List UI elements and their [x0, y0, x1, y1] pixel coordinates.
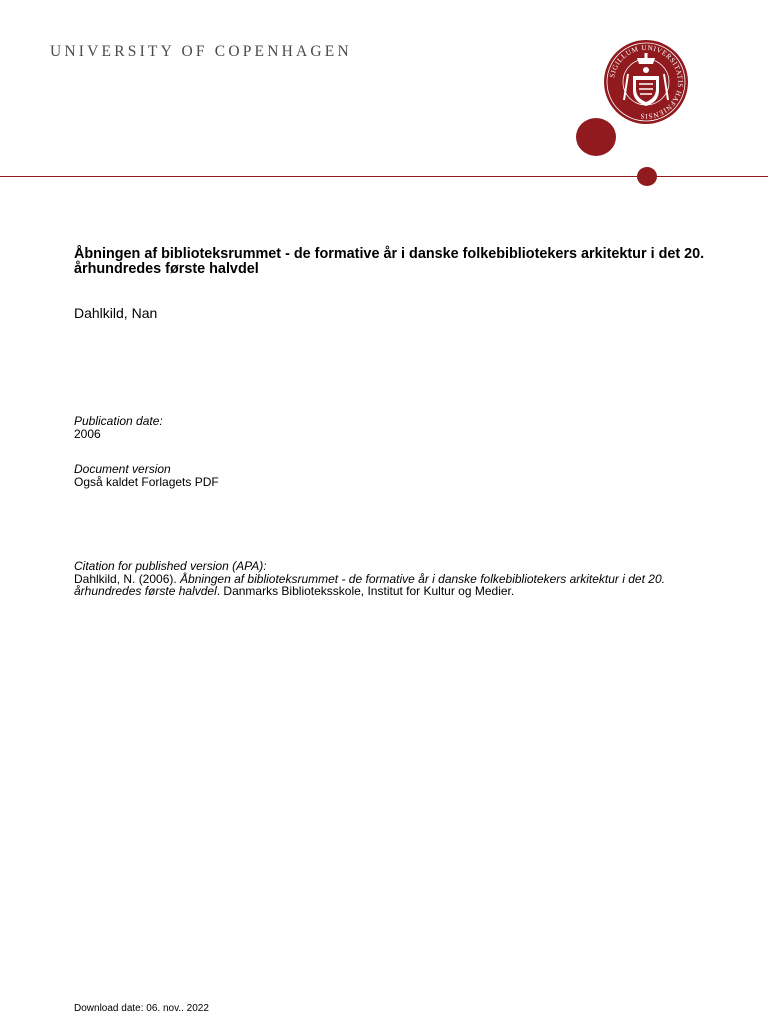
citation-text [74, 573, 724, 598]
decorative-large-dot [576, 118, 616, 156]
citation-title: Åbningen af biblioteksrummet - de formative år i danske folkebibliotekers arkitektur i det 20. århundredes første halvdel [74, 571, 665, 598]
university-seal-icon [604, 40, 688, 124]
publication-date-section [74, 415, 163, 440]
citation-section [74, 560, 724, 598]
document-version-section [74, 463, 219, 488]
citation-suffix: . Danmarks Biblioteksskole, Institut for Kultur og Medier. [216, 584, 515, 598]
document-author: Dahlkild, Nan [74, 305, 158, 321]
document-title: Åbningen af biblioteksrummet - de formative år i danske folkebibliotekers arkitektur i det 20. århundredes første halvdel [74, 246, 705, 277]
document-version-label: Document version [74, 462, 171, 476]
citation-prefix: Dahlkild, N. (2006). [74, 571, 181, 586]
decorative-small-dot [637, 167, 657, 186]
publication-date-value: 2006 [74, 426, 101, 441]
publication-date-label: Publication date: [74, 414, 163, 428]
institution-name: UNIVERSITY OF COPENHAGEN [50, 43, 352, 60]
svg-text:SIGILLUM UNIVERSITATIS HAFNIEN: SIGILLUM UNIVERSITATIS HAFNIENSIS [608, 43, 685, 121]
document-version-value: Også kaldet Forlagets PDF [74, 474, 219, 489]
citation-label: Citation for published version (APA): [74, 559, 267, 573]
download-date: Download date: 06. nov.. 2022 [74, 1003, 209, 1014]
